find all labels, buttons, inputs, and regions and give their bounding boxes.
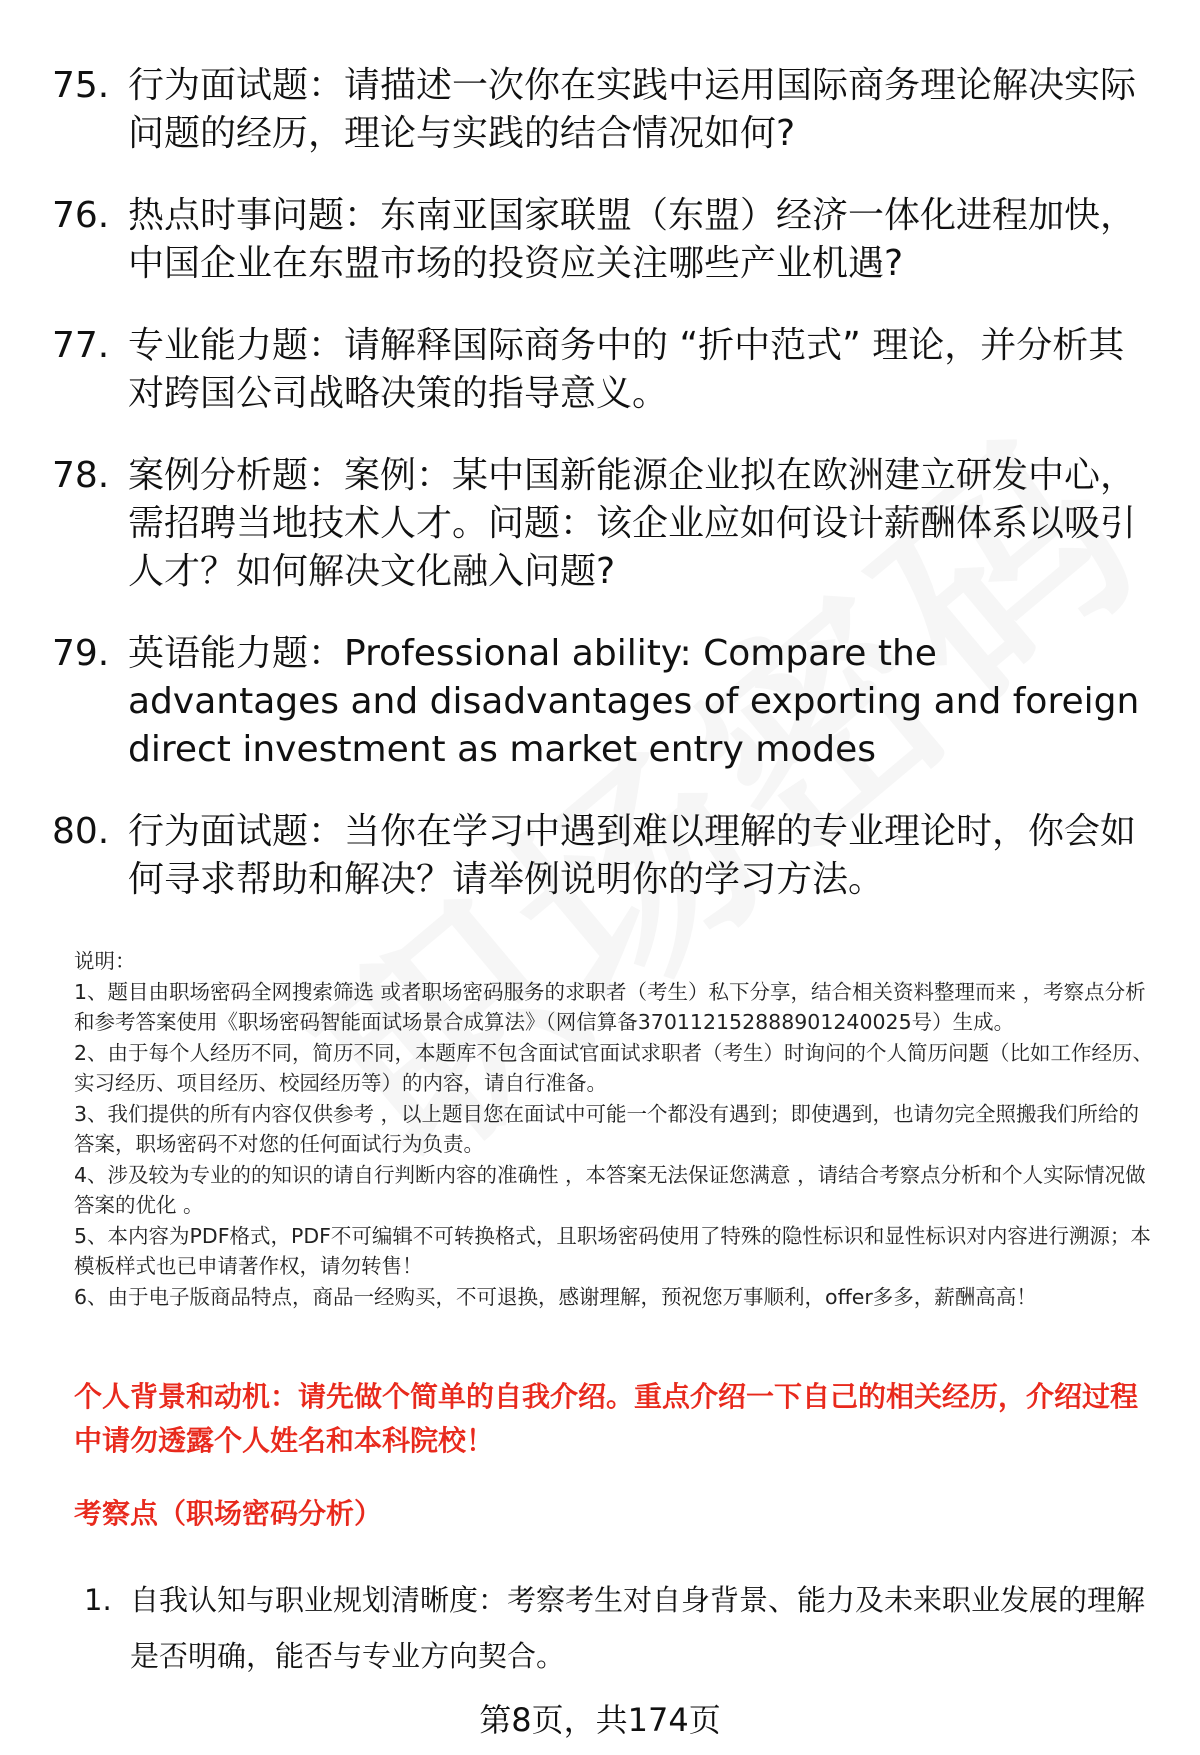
note-item: 4、涉及较为专业的的知识的请自行判断内容的准确性 ，本答案无法保证您满意 ，请结合考察点分析和个人实际情况做答案的优化 。 [74, 1162, 1146, 1217]
notes-section [74, 946, 1154, 1312]
point-text: 自我认知与职业规划清晰度：考察考生对自身背景、能力及未来职业发展的理解是否明确，能否与专业方向契合。 [130, 1583, 1146, 1673]
question-item [52, 62, 1152, 158]
section-subheading: 考察点（职场密码分析） [74, 1497, 383, 1530]
notes-title: 说明： [74, 949, 136, 973]
question-number: 76. [52, 195, 110, 236]
page-footer: 第8页，共174页 [479, 1701, 721, 1739]
point-number: 1. [84, 1583, 112, 1617]
question-item [52, 452, 1152, 596]
note-item: 1、题目由职场密码全网搜索筛选 或者职场密码服务的求职者（考生）私下分享，结合相关资料整理而来 ，考察点分析和参考答案使用《职场密码智能面试场景合成算法》（网信算备370112152888901240025号）生成。 [74, 979, 1146, 1034]
question-text: 案例分析题：案例：某中国新能源企业拟在欧洲建立研发中心，需招聘当地技术人才。问题：该企业应如何设计薪酬体系以吸引人才？如何解决文化融入问题? [128, 455, 1137, 592]
analysis-point [84, 1572, 1164, 1684]
question-text: 行为面试题：请描述一次你在实践中运用国际商务理论解决实际问题的经历，理论与实践的结合情况如何? [128, 65, 1137, 154]
question-item [52, 322, 1152, 418]
question-text: 英语能力题：Professional ability: Compare the advantages and disadvantages of exporting and foreign direct investment as market entry modes [128, 633, 1140, 770]
question-item [52, 192, 1152, 288]
question-item [52, 630, 1152, 774]
note-item: 3、我们提供的所有内容仅供参考 ，以上题目您在面试中可能一个都没有遇到；即使遇到，也请勿完全照搬我们所给的答案，职场密码不对您的任何面试行为负责。 [74, 1101, 1140, 1156]
section-heading: 个人背景和动机：请先做个简单的自我介绍。重点介绍一下自己的相关经历，介绍过程中请勿透露个人姓名和本科院校！ [74, 1380, 1139, 1457]
question-number: 79. [52, 633, 110, 674]
question-number: 77. [52, 325, 110, 366]
question-number: 80. [52, 811, 110, 852]
note-item: 5、本内容为PDF格式，PDF不可编辑不可转换格式，且职场密码使用了特殊的隐性标识和显性标识对内容进行溯源；本模板样式也已申请著作权，请勿转售！ [74, 1223, 1151, 1278]
note-item: 6、由于电子版商品特点，商品一经购买，不可退换，感谢理解，预祝您万事顺利，offer多多，薪酬高高！ [74, 1284, 1037, 1309]
question-list [52, 62, 1152, 938]
question-item [52, 808, 1152, 904]
note-item: 2、由于每个人经历不同，简历不同，本题库不包含面试官面试求职者（考生）时询问的个人简历问题（比如工作经历、实习经历、项目经历、校园经历等）的内容，请自行准备。 [74, 1040, 1154, 1095]
question-number: 75. [52, 65, 110, 106]
question-number: 78. [52, 455, 110, 496]
question-text: 行为面试题：当你在学习中遇到难以理解的专业理论时，你会如何寻求帮助和解决？请举例说明你的学习方法。 [128, 811, 1137, 900]
question-text: 热点时事问题：东南亚国家联盟（东盟）经济一体化进程加快，中国企业在东盟市场的投资应关注哪些产业机遇? [128, 195, 1137, 284]
question-text: 专业能力题：请解释国际商务中的 “折中范式” 理论，并分析其对跨国公司战略决策的指导意义。 [128, 325, 1125, 414]
